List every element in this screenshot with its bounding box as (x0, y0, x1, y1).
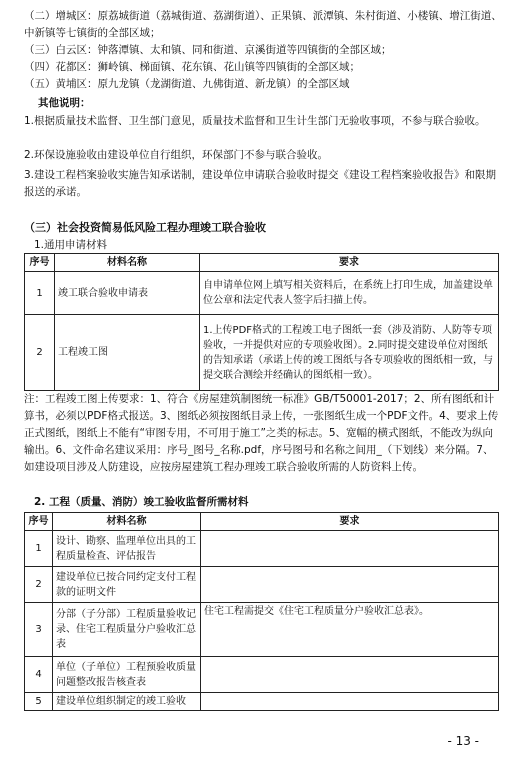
subsection-title: 2. 工程（质量、消防）竣工验收监督所需材料 (34, 496, 249, 508)
other-notes-title: 其他说明： (38, 97, 91, 109)
drawing-upload-note: 注：工程竣工图上传要求：1、符合《房屋建筑制图统一标准》GB/T50001-2017；2、所有图纸和计算书，必须以PDF格式报送。3、图纸必须按图纸目录上传，一张图纸生成一个PDF文件。4、要求上传正式图纸，图纸上不能有“审图专用，不可用于施工”之类的标志。5、宽幅的横式图纸，不能改为纵向输出。6、文件命名建议采用：序号_图号_名称.pdf，序号图号和名称之间用_（下划线）来分隔。7、如建设项目涉及人防建设，应按房屋建筑工程办理竣工联合验收所需的人防资料上传。 (24, 393, 499, 473)
row-number: 3 (25, 603, 53, 657)
material-name: 工程竣工图 (55, 315, 200, 391)
col-header-requirement: 要求 (201, 513, 499, 531)
material-requirement (201, 693, 499, 711)
material-name: 设计、勘察、监理单位出具的工程质量检查、评估报告 (53, 531, 201, 567)
area-item: （三）白云区：钟落潭镇、太和镇、同和街道、京溪街道等四镇街的全部区域； (24, 44, 392, 56)
table-header-row (25, 254, 499, 272)
table-row (25, 657, 499, 693)
row-number: 2 (25, 567, 53, 603)
material-name: 竣工联合验收申请表 (55, 272, 200, 315)
material-requirement: 住宅工程需提交《住宅工程质量分户验收汇总表》。 (201, 603, 499, 657)
material-name: 建设单位已按合同约定支付工程款的证明文件 (53, 567, 201, 603)
row-number: 4 (25, 657, 53, 693)
col-header-name: 材料名称 (55, 254, 200, 272)
row-number: 5 (25, 693, 53, 711)
material-name: 分部（子分部）工程质量验收记录、住宅工程质量分户验收汇总表 (53, 603, 201, 657)
inspection-materials-table (24, 512, 499, 711)
row-number: 1 (25, 272, 55, 315)
material-name: 建设单位组织制定的竣工验收 (53, 693, 201, 711)
col-header-no: 序号 (25, 254, 55, 272)
material-requirement: 自申请单位网上填写相关资料后，在系统上打印生成，加盖建设单位公章和法定代表人签字后扫描上传。 (200, 272, 499, 315)
table-row (25, 531, 499, 567)
subsection-title: 1.通用申请材料 (34, 239, 108, 251)
table-row (25, 567, 499, 603)
area-item: （四）花都区：狮岭镇、梯面镇、花东镇、花山镇等四镇街的全部区域； (24, 61, 360, 73)
table-header-row (25, 513, 499, 531)
row-number: 2 (25, 315, 55, 391)
col-header-requirement: 要求 (200, 254, 499, 272)
table-row (25, 272, 499, 315)
material-requirement (201, 567, 499, 603)
table-row (25, 603, 499, 657)
other-note: 3.建设工程档案验收实施告知承诺制，建设单位申请联合验收时提交《建设工程档案验收报告》和限期报送的承诺。 (24, 169, 497, 198)
section-title: （三）社会投资简易低风险工程办理竣工联合验收 (24, 221, 266, 234)
material-requirement (201, 531, 499, 567)
area-item: （五）黄埔区：原九龙镇（龙湖街道、九佛街道、新龙镇）的全部区域 (24, 78, 350, 90)
other-note: 1.根据质量技术监督、卫生部门意见，质量技术监督和卫生计生部门无验收事项，不参与联合验收。 (24, 115, 486, 127)
table-row (25, 693, 499, 711)
page-number: - 13 - (447, 734, 479, 748)
area-item: （二）增城区：原荔城街道（荔城街道、荔湖街道）、正果镇、派潭镇、朱村街道、小楼镇、增江街道、中新镇等七镇街的全部区域； (24, 10, 502, 39)
material-requirement: 1.上传PDF格式的工程竣工电子图纸一套（涉及消防、人防等专项验收，一并提供对应的专项验收图）。2.同时提交建设单位对图纸的告知承诺（承诺上传的竣工图纸与各专项验收的图纸相一致，与提交联合测绘并经确认的图纸相一致）。 (200, 315, 499, 391)
general-materials-table (24, 253, 499, 391)
table-row (25, 315, 499, 391)
col-header-name: 材料名称 (53, 513, 201, 531)
col-header-no: 序号 (25, 513, 53, 531)
material-requirement (201, 657, 499, 693)
other-note: 2.环保设施验收由建设单位自行组织，环保部门不参与联合验收。 (24, 149, 329, 161)
row-number: 1 (25, 531, 53, 567)
material-name: 单位（子单位）工程预验收质量问题整改报告核查表 (53, 657, 201, 693)
